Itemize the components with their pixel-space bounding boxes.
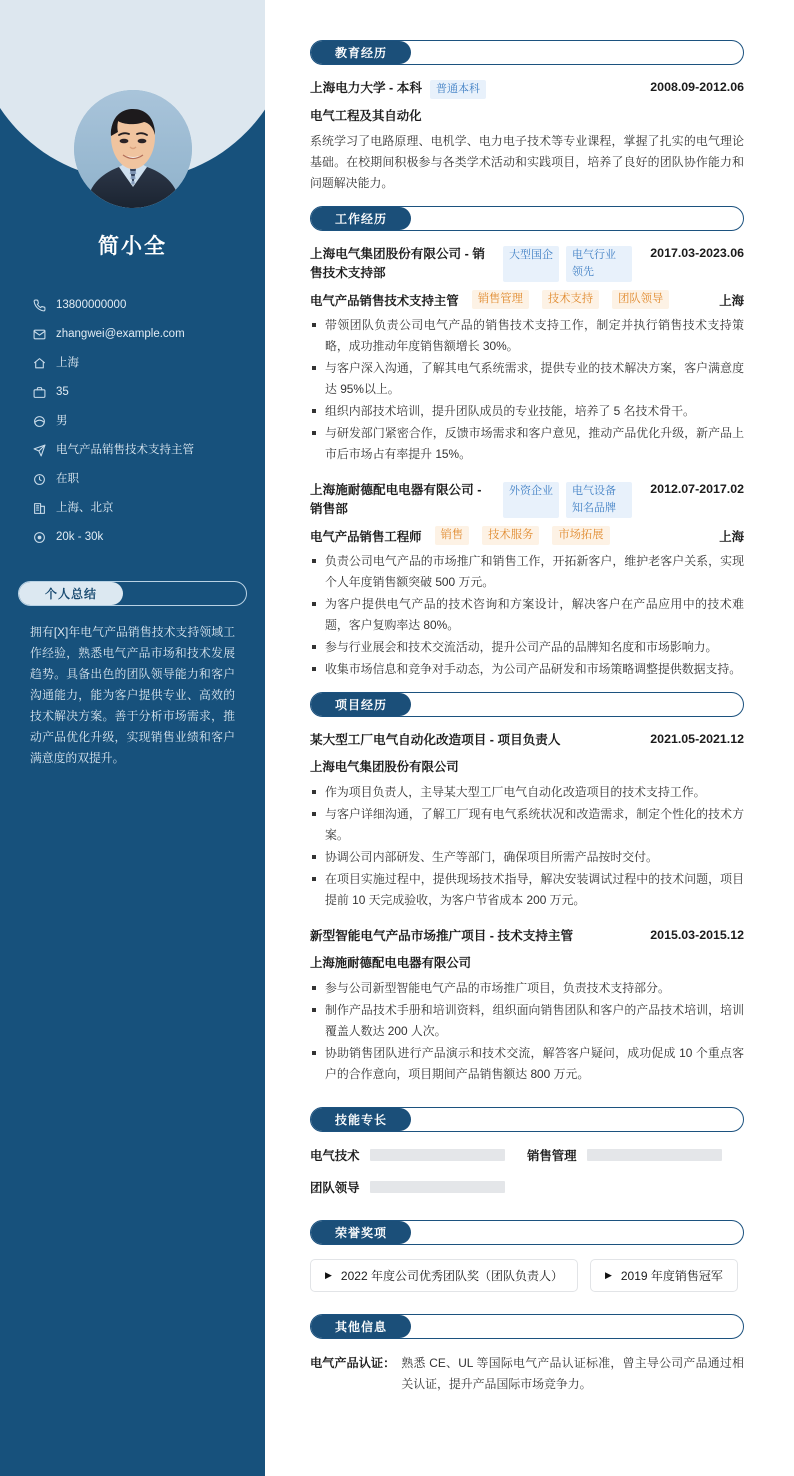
project-name: 某大型工厂电气自动化改造项目 - 项目负责人 <box>310 733 561 747</box>
project-entry <box>310 927 744 1085</box>
work-entry <box>310 481 744 680</box>
bullet: 与客户详细沟通，了解工厂现有电气系统状况和改造需求，制定个性化的技术方案。 <box>310 804 744 846</box>
contact-item-status <box>32 472 251 487</box>
section-project <box>310 692 744 1085</box>
honor-label: 2022 年度公司优秀团队奖（团队负责人） <box>340 1269 563 1283</box>
section-header-work <box>310 206 744 231</box>
building-icon <box>32 501 47 516</box>
phone-icon <box>32 298 47 313</box>
project-date: 2021.05-2021.12 <box>650 732 744 746</box>
education-description: 系统学习了电路原理、电机学、电力电子技术等专业课程，掌握了扎实的电气理论基础。在校期间积极参与各类学术活动和实践项目，培养了良好的团队协作能力和问题解决能力。 <box>310 134 744 190</box>
work-date: 2017.03-2023.06 <box>650 246 744 260</box>
triangle-right-icon: ▶ <box>604 1270 612 1280</box>
triangle-right-icon: ▶ <box>325 1270 332 1280</box>
education-major: 电气工程及其自动化 <box>310 109 422 123</box>
contact-list <box>0 298 265 545</box>
contact-item-email <box>32 327 251 342</box>
contact-value: 35 <box>56 386 69 398</box>
section-title: 教育经历 <box>311 41 411 64</box>
skill-item <box>310 1178 527 1196</box>
sidebar-section-header-summary <box>18 581 247 606</box>
other-info-label: 电气产品认证： <box>310 1356 396 1370</box>
contact-value: 13800000000 <box>56 299 127 311</box>
work-location: 上海 <box>719 529 744 544</box>
section-honors <box>310 1220 744 1292</box>
skill-tag: 销售 <box>435 526 470 545</box>
skill-name: 电气技术 <box>310 1149 360 1163</box>
bullet: 组织内部技术培训，提升团队成员的专业技能，培养了 5 名技术骨干。 <box>310 401 744 422</box>
mail-icon <box>32 327 47 342</box>
salary-icon <box>32 530 47 545</box>
section-header-project <box>310 692 744 717</box>
section-header-skills <box>310 1107 744 1132</box>
honor-item[interactable] <box>590 1259 738 1292</box>
work-entry <box>310 245 744 465</box>
education-tags <box>430 79 642 99</box>
section-title: 工作经历 <box>311 207 411 230</box>
briefcase-icon <box>32 385 47 400</box>
company-tag: 大型国企 <box>503 246 559 282</box>
gender-icon <box>32 414 47 429</box>
project-company: 上海施耐德配电电器有限公司 <box>310 956 472 970</box>
job-title: 电气产品销售技术支持主管 <box>310 293 459 308</box>
bullet: 与研发部门紧密合作，反馈市场需求和客户意见，推动产品优化升级，新产品上市后市场占有率提升 15%。 <box>310 423 744 465</box>
section-education <box>310 40 744 194</box>
contact-item-locations <box>32 501 251 516</box>
contact-value: 男 <box>56 415 68 427</box>
bullet: 作为项目负责人，主导某大型工厂电气自动化改造项目的技术支持工作。 <box>310 782 744 803</box>
skill-tag: 市场拓展 <box>552 526 609 545</box>
person-name: 简小全 <box>98 235 167 258</box>
school-name: 上海电力大学 - 本科 <box>310 81 422 95</box>
skill-item <box>310 1146 527 1164</box>
skill-bar <box>370 1181 505 1193</box>
paper-plane-icon <box>32 443 47 458</box>
section-title: 荣誉奖项 <box>311 1221 411 1244</box>
job-title: 电气产品销售工程师 <box>310 529 422 544</box>
contact-item-age <box>32 385 251 400</box>
company-tags <box>503 481 642 518</box>
project-date: 2015.03-2015.12 <box>650 928 744 942</box>
company-tag: 电气设备知名品牌 <box>566 482 632 518</box>
work-bullets <box>310 315 744 465</box>
bullet: 参与公司新型智能电气产品的市场推广项目，负责技术支持部分。 <box>310 978 744 999</box>
work-entry-head <box>310 481 744 519</box>
section-other <box>310 1314 744 1395</box>
contact-item-position <box>32 443 251 458</box>
avatar-photo <box>74 90 192 208</box>
section-header-education <box>310 40 744 65</box>
company-tags <box>503 245 642 282</box>
skill-bar <box>587 1149 722 1161</box>
section-header-honors <box>310 1220 744 1245</box>
company-tag: 外资企业 <box>503 482 559 518</box>
section-title: 项目经历 <box>311 693 411 716</box>
company-name: 上海电气集团股份有限公司 - 销售技术支持部 <box>310 247 485 280</box>
status-icon <box>32 472 47 487</box>
work-role-row <box>310 526 744 545</box>
contact-value: 上海 <box>56 357 79 369</box>
sidebar-section-title: 个人总结 <box>19 582 123 605</box>
skill-tag: 技术支持 <box>542 290 599 309</box>
other-info-value: 熟悉 CE、UL 等国际电气产品认证标准，曾主导公司产品通过相关认证，提升产品国际市场竞争力。 <box>401 1356 744 1391</box>
contact-item-city <box>32 356 251 371</box>
skill-item <box>527 1146 744 1164</box>
skill-name: 团队领导 <box>310 1181 360 1195</box>
avatar <box>74 90 192 208</box>
work-location: 上海 <box>719 293 744 308</box>
bullet: 收集市场信息和竞争对手动态，为公司产品研发和市场策略调整提供数据支持。 <box>310 659 744 680</box>
education-entry <box>310 79 744 194</box>
company-tag: 电气行业领先 <box>566 246 632 282</box>
contact-value: 上海、北京 <box>56 502 114 514</box>
section-work <box>310 206 744 680</box>
project-company: 上海电气集团股份有限公司 <box>310 760 459 774</box>
work-entry-head <box>310 245 744 283</box>
honor-list <box>310 1259 744 1292</box>
work-bullets <box>310 551 744 680</box>
work-date: 2012.07-2017.02 <box>650 482 744 496</box>
contact-item-gender <box>32 414 251 429</box>
project-bullets <box>310 782 744 911</box>
bullet: 负责公司电气产品的市场推广和销售工作，开拓新客户，维护老客户关系，实现个人年度销售额突破 500 万元。 <box>310 551 744 593</box>
skill-bar <box>370 1149 505 1161</box>
other-info-row <box>310 1353 744 1395</box>
bullet: 在项目实施过程中，提供现场技术指导，解决安装调试过程中的技术问题，项目提前 10 天完成验收，为客户节省成本 200 万元。 <box>310 869 744 911</box>
company-name: 上海施耐德配电电器有限公司 - 销售部 <box>310 483 482 516</box>
personal-summary-text: 拥有[X]年电气产品销售技术支持领域工作经验，熟悉电气产品市场和技术发展趋势。具备出色的团队领导能力和客户沟通能力，能为客户提供专业、高效的技术解决方案。善于分析市场需求，推动产品优化升级，实现销售业绩和客户满意度的双提升。 <box>30 625 235 765</box>
section-skills <box>310 1107 744 1196</box>
contact-value: 在职 <box>56 473 79 485</box>
bullet: 带领团队负责公司电气产品的销售技术支持工作，制定并执行销售技术支持策略，成功推动年度销售额增长 30%。 <box>310 315 744 357</box>
skills-grid <box>310 1146 744 1196</box>
bullet: 参与行业展会和技术交流活动，提升公司产品的品牌知名度和市场影响力。 <box>310 637 744 658</box>
sidebar <box>0 0 265 1476</box>
bullet: 为客户提供电气产品的技术咨询和方案设计，解决客户在产品应用中的技术难题，客户复购率达 80%。 <box>310 594 744 636</box>
home-icon <box>32 356 47 371</box>
contact-item-phone <box>32 298 251 313</box>
honor-item[interactable] <box>310 1259 578 1292</box>
contact-value: 电气产品销售技术支持主管 <box>56 444 194 456</box>
bullet: 制作产品技术手册和培训资料，组织面向销售团队和客户的产品技术培训，培训覆盖人数达 200 人次。 <box>310 1000 744 1042</box>
education-tag: 普通本科 <box>430 80 486 99</box>
main-content <box>265 0 794 1476</box>
skill-tag: 技术服务 <box>482 526 539 545</box>
project-entry-head <box>310 927 744 946</box>
education-entry-head <box>310 79 744 99</box>
skill-name: 销售管理 <box>527 1149 577 1163</box>
project-entry <box>310 731 744 911</box>
honor-label: 2019 年度销售冠军 <box>620 1269 723 1283</box>
section-title: 其他信息 <box>311 1315 411 1338</box>
work-role-row <box>310 290 744 309</box>
section-header-other <box>310 1314 744 1339</box>
contact-value: 20k - 30k <box>56 531 104 543</box>
section-title: 技能专长 <box>311 1108 411 1131</box>
bullet: 协调公司内部研发、生产等部门，确保项目所需产品按时交付。 <box>310 847 744 868</box>
project-name: 新型智能电气产品市场推广项目 - 技术支持主管 <box>310 929 574 943</box>
education-date: 2008.09-2012.06 <box>650 80 744 94</box>
project-bullets <box>310 978 744 1085</box>
contact-item-salary <box>32 530 251 545</box>
skill-tag: 团队领导 <box>612 290 669 309</box>
contact-value: zhangwei@example.com <box>56 328 185 340</box>
project-entry-head <box>310 731 744 750</box>
skill-tag: 销售管理 <box>472 290 529 309</box>
bullet: 协助销售团队进行产品演示和技术交流，解答客户疑问，成功促成 10 个重点客户的合作意向，项目期间产品销售额达 800 万元。 <box>310 1043 744 1085</box>
bullet: 与客户深入沟通，了解其电气系统需求，提供专业的技术解决方案，客户满意度达 95%以上。 <box>310 358 744 400</box>
